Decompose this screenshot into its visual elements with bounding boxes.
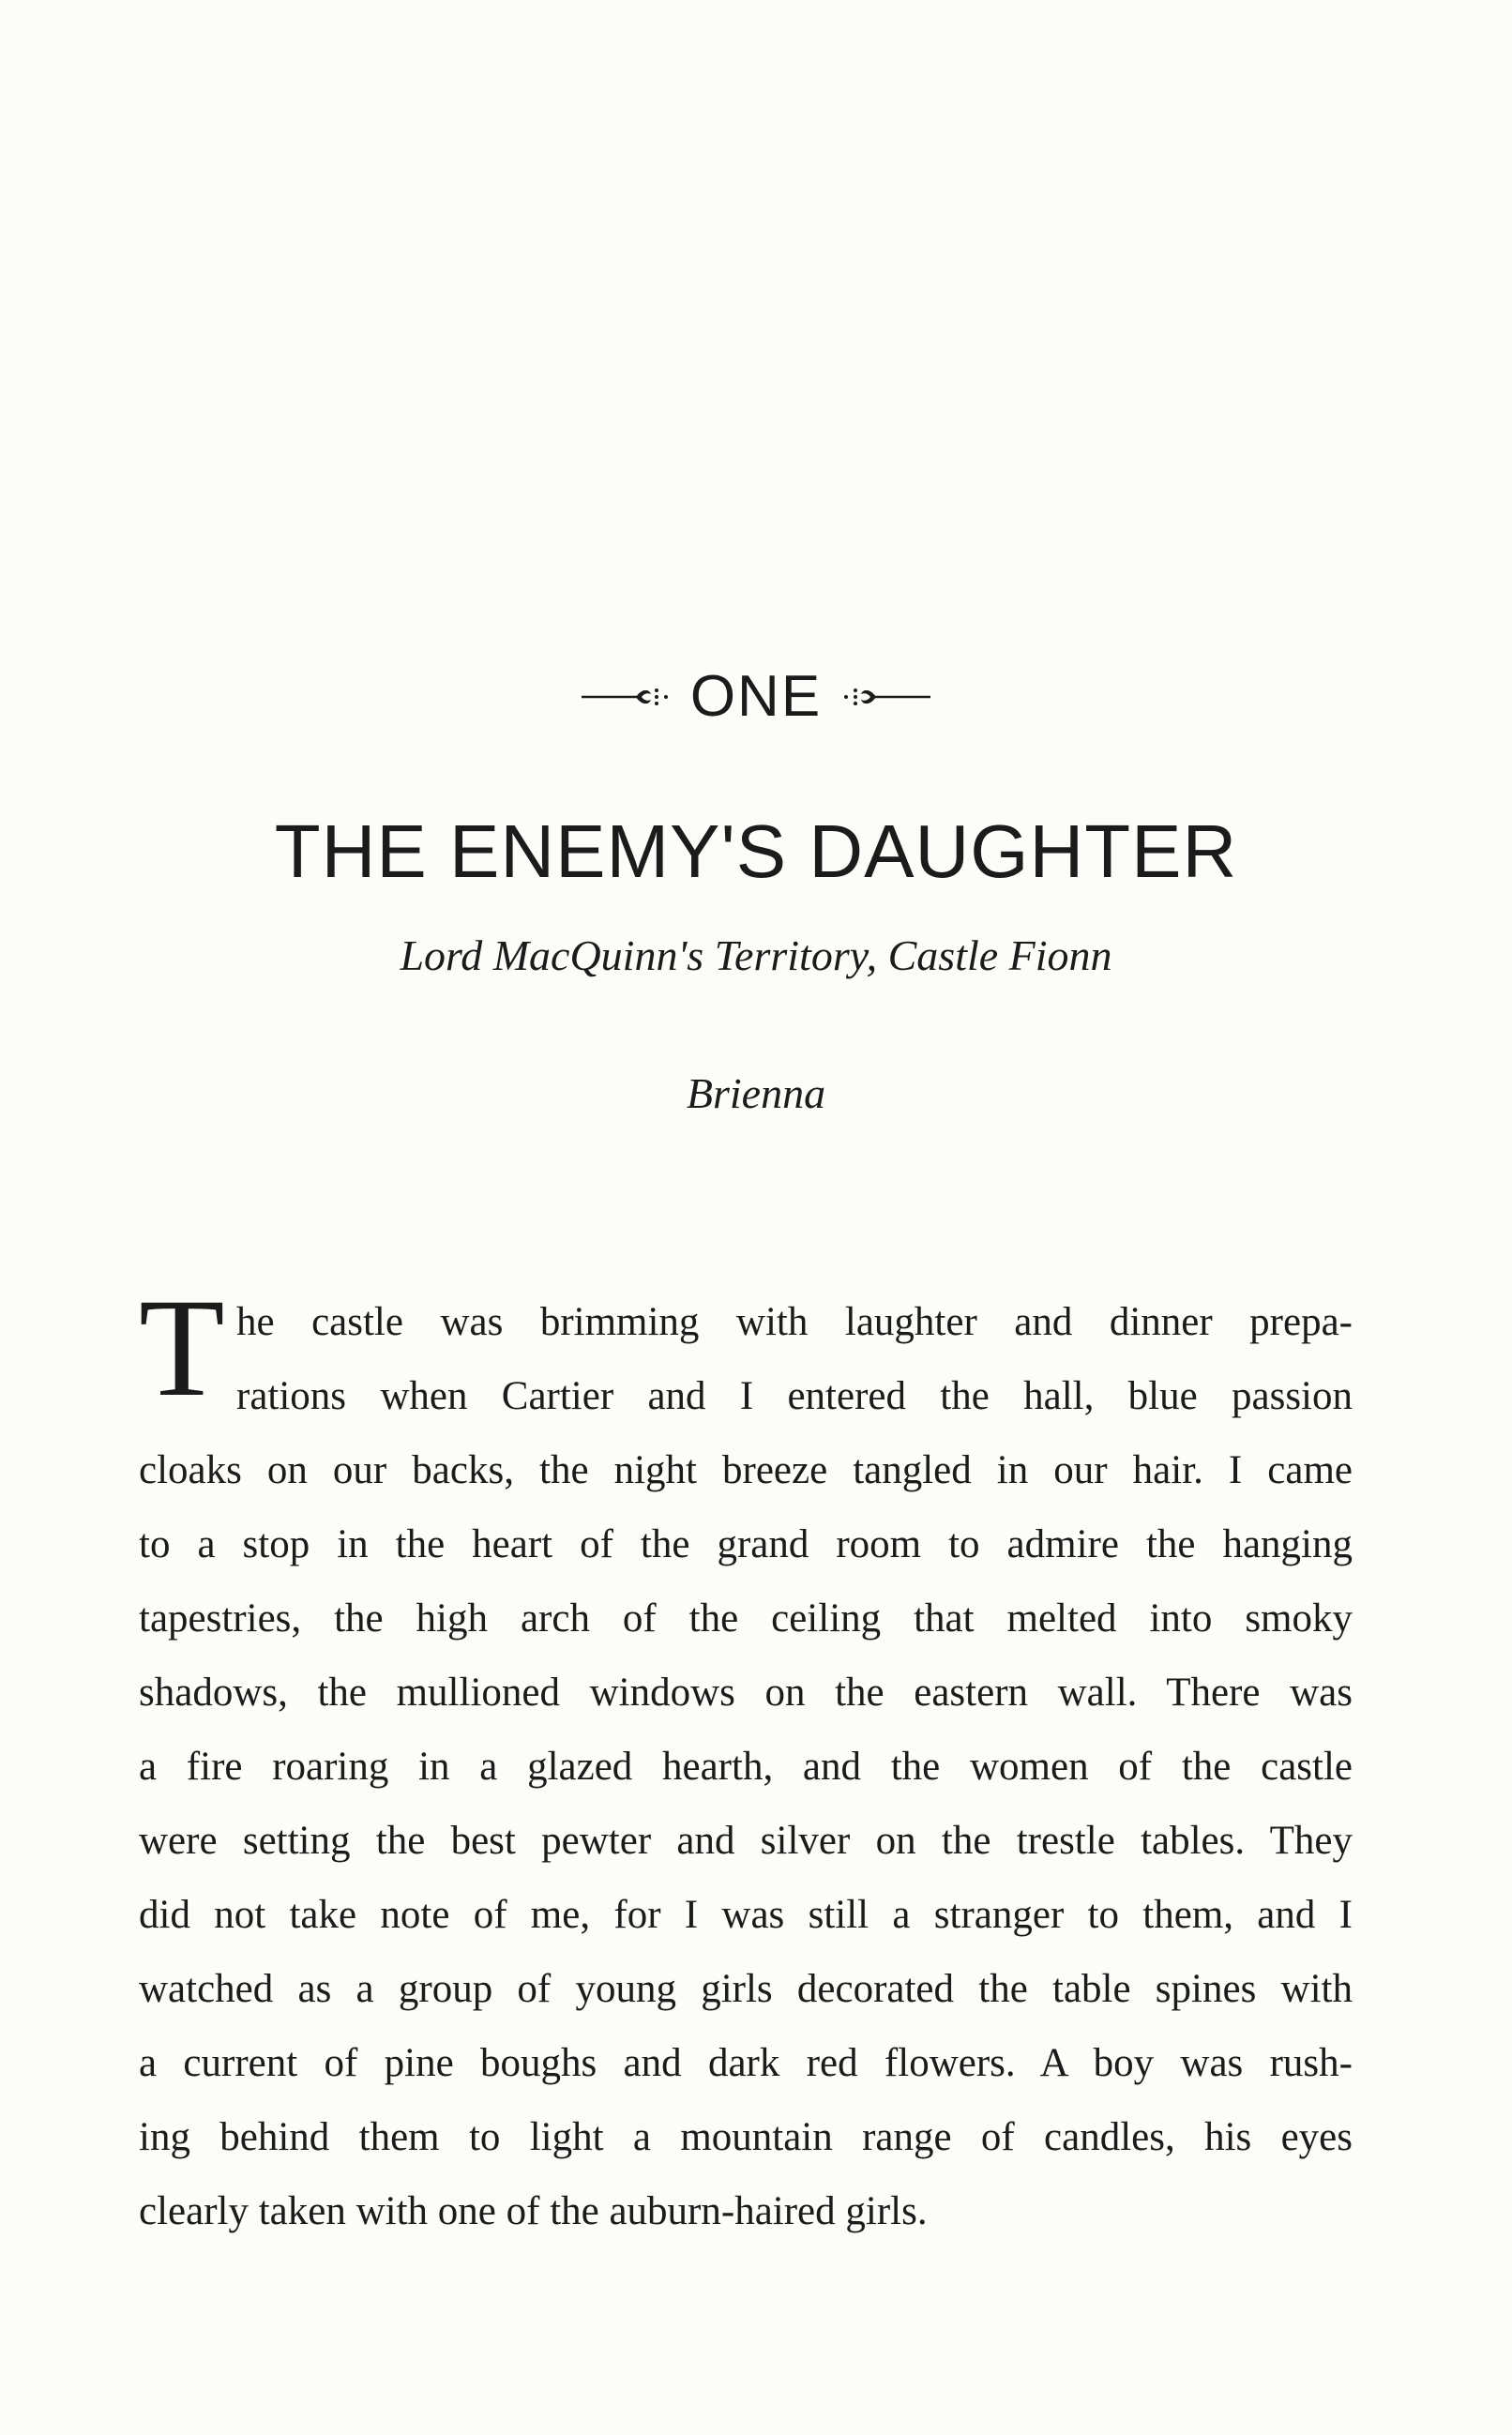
paragraph-line: a fire roaring in a glazed hearth, and the women of the castle — [139, 1745, 1353, 1789]
chapter-location: Lord MacQuinn's Territory, Castle Fionn — [400, 931, 1112, 979]
paragraph-line: were setting the best pewter and silver on the trestle tables. They — [139, 1819, 1353, 1863]
paragraph-line: rations when Cartier and I entered the hall, blue passion — [236, 1374, 1353, 1418]
drop-cap: T — [139, 1270, 225, 1426]
paragraph-line: a current of pine boughs and dark red flowers. A boy was rush- — [139, 2041, 1353, 2085]
body-paragraph — [139, 1285, 1353, 2248]
paragraph-line: clearly taken with one of the auburn-haired girls. — [139, 2189, 928, 2233]
paragraph-line: tapestries, the high arch of the ceiling that melted into smoky — [139, 1596, 1353, 1641]
fleuron-left-icon — [580, 683, 673, 711]
paragraph-line: he castle was brimming with laughter and dinner prepa- — [236, 1300, 1353, 1344]
paragraph-line: ing behind them to light a mountain range of candles, his eyes — [139, 2115, 1353, 2159]
paragraph-line: shadows, the mullioned windows on the eastern wall. There was — [139, 1671, 1353, 1715]
fleuron-right-icon — [839, 683, 932, 711]
chapter-narrator: Brienna — [686, 1069, 826, 1117]
chapter-heading — [0, 664, 1512, 729]
paragraph-line: to a stop in the heart of the grand room to admire the hanging — [139, 1522, 1353, 1566]
paragraph-line: did not take note of me, for I was still a stranger to them, and I — [139, 1893, 1353, 1937]
paragraph-line: cloaks on our backs, the night breeze tangled in our hair. I came — [139, 1448, 1353, 1492]
paragraph-line: watched as a group of young girls decorated the table spines with — [139, 1967, 1353, 2011]
chapter-title: THE ENEMY'S DAUGHTER — [274, 809, 1238, 893]
chapter-number: ONE — [689, 664, 823, 729]
